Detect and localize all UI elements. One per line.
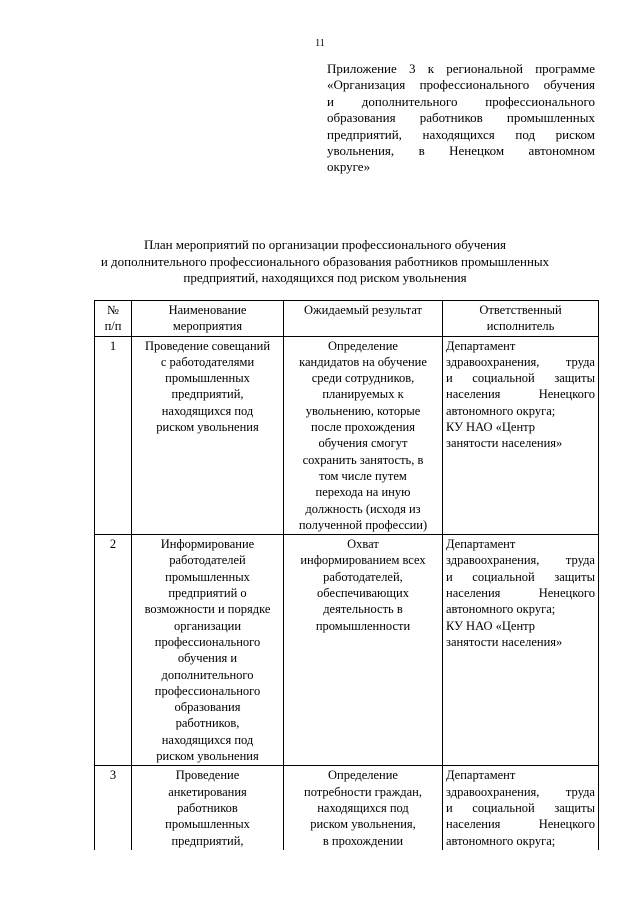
plan-title-line: План мероприятий по организации профессионального обучения (143, 237, 507, 252)
row-num: 3 (95, 766, 132, 850)
cell-line: среди сотрудников, (311, 371, 415, 386)
cell-line: профессионального (154, 683, 261, 698)
row-result (284, 766, 443, 850)
cell-line: здравоохранения, труда (446, 354, 595, 369)
header-text: № (107, 303, 119, 317)
cell-line: автономного округа; (446, 833, 556, 848)
cell-line: Департамент (446, 537, 516, 552)
cell-line: Информирование (160, 537, 255, 552)
cell-line: риском увольнения (156, 749, 259, 764)
cell-line: работников, (175, 716, 240, 731)
header-text: исполнитель (486, 319, 555, 334)
cell-line: риском увольнения, (310, 817, 416, 832)
header-text: мероприятия (172, 319, 243, 334)
row-num: 2 (95, 535, 132, 766)
cell-line: увольнению, которые (305, 403, 421, 418)
appendix-line: «Организация профессионального обучения (327, 77, 595, 93)
cell-line: в прохождении (322, 833, 404, 848)
cell-line: должность (исходя из (305, 501, 421, 516)
row-responsible (443, 766, 599, 850)
cell-line: Проведение (175, 768, 240, 783)
appendix-line: и дополнительного профессионального (327, 93, 595, 109)
cell-line: Проведение совещаний (144, 338, 271, 353)
row-name (132, 336, 284, 535)
cell-line: профессионального (154, 634, 261, 649)
cell-line: работодателей, (323, 569, 403, 584)
cell-line: здравоохранения, труда (446, 784, 595, 799)
cell-line: обучения смогут (318, 436, 408, 451)
plan-title-line: и дополнительного профессионального образования работников промышленных (100, 253, 550, 269)
header-responsible (443, 301, 599, 337)
cell-line: предприятий о (168, 586, 247, 601)
table-row (95, 535, 599, 766)
plan-table (94, 300, 599, 850)
plan-title-line: предприятий, находящихся под риском увольнения (183, 270, 467, 285)
cell-line: промышленности (315, 618, 411, 633)
cell-line: Определение (328, 768, 398, 783)
cell-line: и социальной защиты (446, 569, 595, 584)
cell-line: Департамент (446, 338, 516, 353)
row-name (132, 535, 284, 766)
plan-title (60, 237, 590, 287)
cell-line: организации (173, 618, 242, 633)
appendix-heading (327, 61, 595, 176)
cell-line: здравоохранения, труда (446, 553, 595, 568)
cell-line: находящихся под (161, 732, 254, 747)
cell-line: том числе путем (319, 468, 407, 483)
cell-line: и социальной защиты (446, 371, 595, 386)
table-row (95, 336, 599, 535)
row-result (284, 336, 443, 535)
cell-line: Определение (328, 338, 398, 353)
cell-line: обеспечивающих (317, 586, 409, 601)
header-result (284, 301, 443, 337)
header-text: п/п (104, 319, 122, 334)
row-num: 1 (95, 336, 132, 535)
page-number: 11 (315, 38, 325, 49)
cell-line: деятельность в (323, 602, 403, 617)
cell-line: предприятий, (171, 387, 244, 402)
cell-line: автономного округа; (446, 403, 556, 418)
row-result (284, 535, 443, 766)
cell-line: Департамент (446, 768, 516, 783)
cell-line: КУ НАО «Центр (446, 618, 536, 633)
cell-line: обучения и (177, 651, 238, 666)
cell-line: после прохождения (311, 420, 415, 435)
cell-line: промышленных (165, 817, 250, 832)
appendix-line: Приложение 3 к региональной программе (327, 61, 595, 76)
cell-line: информированием всех (300, 553, 426, 568)
cell-line: сохранить занятость, в (302, 452, 424, 467)
cell-line: полученной профессии) (298, 517, 428, 532)
cell-line: промышленных (165, 569, 250, 584)
cell-line: анкетирования (168, 784, 247, 799)
cell-line: населения Ненецкого (446, 817, 595, 832)
table-row (95, 766, 599, 850)
cell-line: промышленных (165, 371, 250, 386)
cell-line: дополнительного (161, 667, 254, 682)
cell-line: находящихся под (161, 403, 254, 418)
cell-line: автономного округа; (446, 602, 556, 617)
cell-line: потребности граждан, (304, 784, 422, 799)
cell-line: предприятий, (171, 833, 244, 848)
appendix-line: предприятий, находящихся под риском (327, 126, 595, 142)
header-name (132, 301, 284, 337)
appendix-line: увольнения, в Ненецком автономном (327, 143, 595, 159)
table-header-row (95, 301, 599, 337)
cell-line: возможности и порядке (144, 602, 271, 617)
cell-line: кандидатов на обучение (299, 354, 427, 369)
cell-line: КУ НАО «Центр (446, 420, 536, 435)
header-text: Ожидаемый результат (303, 303, 423, 317)
cell-line: и социальной защиты (446, 800, 595, 815)
cell-line: занятости населения» (446, 436, 563, 451)
header-text: Наименование (168, 303, 247, 317)
cell-line: образования (174, 700, 241, 715)
header-text: Ответственный (479, 303, 562, 317)
cell-line: работников (177, 800, 238, 815)
row-responsible (443, 336, 599, 535)
cell-line: работодателей (169, 553, 246, 568)
header-num (95, 301, 132, 337)
cell-line: риском увольнения (156, 420, 259, 435)
cell-line: населения Ненецкого (446, 586, 595, 601)
cell-line: населения Ненецкого (446, 387, 595, 402)
row-name (132, 766, 284, 850)
cell-line: Охват (347, 537, 379, 552)
appendix-line: округе» (327, 159, 371, 175)
cell-line: планируемых к (322, 387, 404, 402)
cell-line: находящихся под (317, 800, 409, 815)
row-responsible (443, 535, 599, 766)
cell-line: занятости населения» (446, 634, 563, 649)
cell-line: перехода на иную (315, 485, 411, 500)
cell-line: с работодателями (160, 354, 255, 369)
appendix-line: образования работников промышленных (327, 110, 595, 126)
